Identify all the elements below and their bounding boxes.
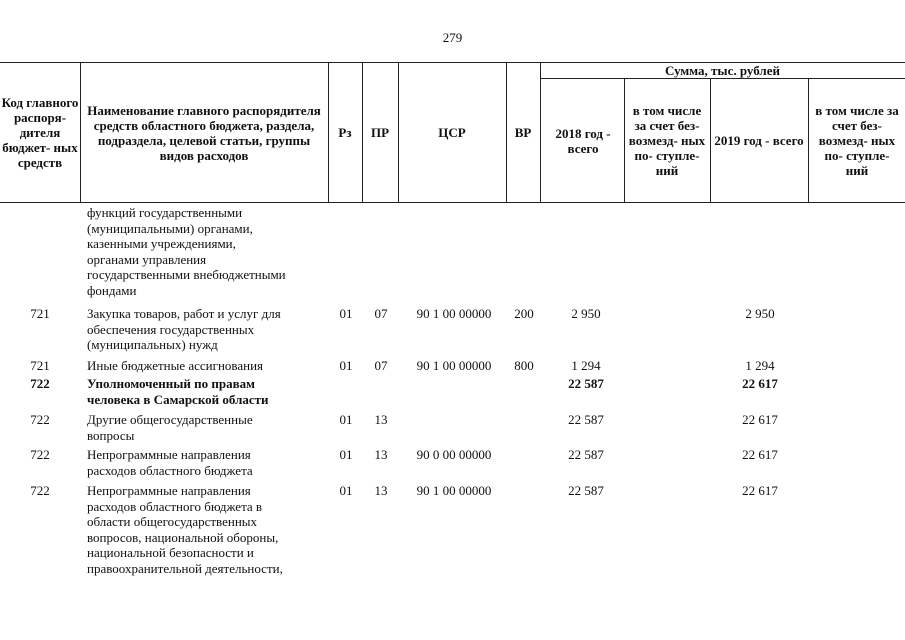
col-divider (80, 62, 81, 203)
header-2018-free: в том числе за счет без- возмезд- ных по- ступле- ний (628, 103, 706, 178)
name-line: вопросы (87, 427, 135, 443)
row-name (87, 205, 327, 298)
row-rz: 01 (339, 483, 353, 498)
name-line: функций государственными (87, 205, 243, 220)
row-sum-2019: 22 617 (742, 412, 778, 427)
row-pr: 07 (374, 358, 388, 373)
row-code: 722 (30, 447, 50, 462)
col-divider (808, 78, 809, 203)
row-sum-2018: 22 587 (568, 447, 604, 462)
row-name (87, 358, 327, 374)
row-csr: 90 1 00 00000 (416, 483, 492, 498)
row-sum-2019: 22 617 (742, 376, 778, 391)
row-code: 722 (30, 483, 50, 498)
row-sum-2018: 22 587 (568, 412, 604, 427)
row-vr: 800 (514, 358, 534, 373)
name-line: расходов областного бюджета (87, 462, 253, 478)
name-line: Закупка товаров, работ и услуг для (87, 306, 281, 321)
row-name (87, 447, 327, 478)
row-rz: 01 (339, 306, 353, 321)
row-pr: 13 (374, 447, 388, 462)
row-code: 722 (30, 412, 50, 427)
row-sum-2018: 22 587 (568, 483, 604, 498)
name-line: казенными учреждениями, (87, 236, 236, 251)
name-line: области общегосударственных (87, 514, 258, 529)
row-name (87, 376, 327, 407)
header-bottom-border (0, 202, 905, 203)
col-divider (540, 62, 541, 203)
page-number: 279 (442, 30, 463, 45)
row-sum-2019: 22 617 (742, 483, 778, 498)
row-sum-2018: 1 294 (571, 358, 601, 373)
row-name (87, 412, 327, 443)
name-line: Иные бюджетные ассигнования (87, 358, 264, 373)
row-rz: 01 (339, 447, 353, 462)
row-pr: 13 (374, 412, 388, 427)
header-vr: ВР (514, 125, 532, 140)
header-rz: Рз (338, 125, 352, 140)
name-line: вопросов, национальной обороны, (87, 529, 279, 545)
header-sum-group: Сумма, тыс. рублей (665, 63, 780, 78)
row-sum-2018: 22 587 (568, 376, 604, 391)
row-pr: 13 (374, 483, 388, 498)
name-line: Другие общегосударственные (87, 412, 253, 427)
header-2019-total: 2019 год - всего (714, 133, 804, 148)
row-csr: 90 1 00 00000 (416, 358, 492, 373)
row-vr: 200 (514, 306, 534, 321)
row-code: 721 (30, 306, 50, 321)
name-line: человека в Самарской области (87, 391, 269, 407)
header-csr: ЦСР (438, 125, 466, 140)
row-sum-2018: 2 950 (571, 306, 601, 321)
row-name (87, 306, 327, 353)
name-line: Непрограммные направления (87, 483, 251, 498)
row-pr: 07 (374, 306, 388, 321)
header-pr: ПР (370, 125, 390, 140)
name-line: (муниципальных) нужд (87, 337, 218, 352)
row-sum-2019: 1 294 (745, 358, 775, 373)
name-line: (муниципальными) органами, (87, 220, 253, 236)
name-line: органами управления (87, 251, 207, 267)
col-divider (710, 78, 711, 203)
row-csr: 90 0 00 00000 (416, 447, 492, 462)
row-code: 722 (30, 376, 50, 391)
name-line: фондами (87, 282, 137, 298)
row-name (87, 483, 327, 576)
name-line: правоохранительной деятельности, (87, 560, 283, 576)
row-rz: 01 (339, 412, 353, 427)
name-line: расходов областного бюджета в (87, 498, 263, 514)
name-line: Непрограммные направления (87, 447, 251, 462)
name-line: государственными внебюджетными (87, 267, 286, 282)
row-code: 721 (30, 358, 50, 373)
row-rz: 01 (339, 358, 353, 373)
row-sum-2019: 22 617 (742, 447, 778, 462)
col-divider (624, 78, 625, 203)
name-line: обеспечения государственных (87, 321, 255, 337)
name-line: национальной безопасности и (87, 545, 254, 560)
header-name: Наименование главного распорядителя средств областного бюджета, раздела, подраздела, целевой статьи, группы видов расходов (87, 102, 321, 163)
header-2018-total: 2018 год - всего (555, 125, 611, 156)
row-sum-2019: 2 950 (745, 306, 775, 321)
row-csr: 90 1 00 00000 (416, 306, 492, 321)
name-line: Уполномоченный по правам (87, 376, 255, 391)
header-code: Код главного распоря- дителя бюджет- ных средств (1, 95, 79, 170)
header-2019-free: в том числе за счет без- возмезд- ных по- ступле- ний (815, 103, 899, 178)
